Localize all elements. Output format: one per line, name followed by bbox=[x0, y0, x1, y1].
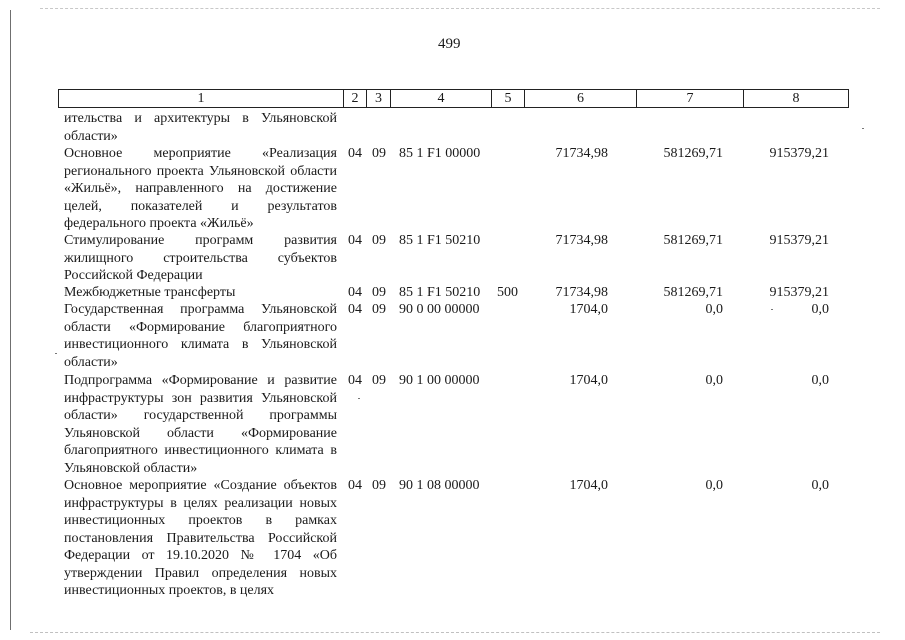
row-amount-col7: 581269,71 bbox=[663, 285, 723, 300]
column-8-header: 8 bbox=[792, 91, 800, 106]
page-left-edge bbox=[10, 10, 11, 630]
row-subsection-code: 09 bbox=[372, 478, 386, 493]
row-subsection-code: 09 bbox=[372, 373, 386, 388]
row-amount-col6: 1704,0 bbox=[569, 373, 608, 388]
row-amount-col8: 915379,21 bbox=[769, 233, 829, 248]
scan-speck bbox=[862, 128, 864, 129]
column-5-header: 5 bbox=[504, 91, 512, 106]
row-amount-col8: 0,0 bbox=[811, 478, 829, 493]
row-amount-col8: 915379,21 bbox=[769, 146, 829, 161]
scan-speck bbox=[771, 309, 773, 310]
row-subsection-code: 09 bbox=[372, 285, 386, 300]
row-target-code: 85 1 F1 00000 bbox=[399, 146, 481, 161]
column-4-header: 4 bbox=[437, 91, 445, 106]
row-target-code: 90 1 08 00000 bbox=[399, 478, 480, 493]
row-subsection-code: 09 bbox=[372, 302, 386, 317]
row-amount-col6: 71734,98 bbox=[555, 285, 608, 300]
row-description: Основное мероприятие «Реализация регионального проекта Ульяновской области «Жильё», направленного на достижение целей, показателей и результатов федерального проекта «Жильё» bbox=[64, 146, 337, 231]
row-subsection-code: 09 bbox=[372, 146, 386, 161]
row-target-code: 90 1 00 00000 bbox=[399, 373, 480, 388]
row-target-code: 85 1 F1 50210 bbox=[399, 285, 481, 300]
column-7-header: 7 bbox=[686, 91, 694, 106]
scan-speck bbox=[55, 353, 57, 354]
row-section-code: 04 bbox=[348, 146, 362, 161]
column-6-header: 6 bbox=[577, 91, 584, 106]
row-section-code: 04 bbox=[348, 373, 362, 388]
page-number: 499 bbox=[438, 36, 461, 52]
row-amount-col7: 0,0 bbox=[705, 373, 723, 388]
row-expense-type: 500 bbox=[497, 285, 518, 300]
row-amount-col6: 1704,0 bbox=[569, 302, 608, 317]
row-subsection-code: 09 bbox=[372, 233, 386, 248]
row-section-code: 04 bbox=[348, 233, 362, 248]
row-amount-col6: 1704,0 bbox=[569, 478, 608, 493]
column-1-header: 1 bbox=[197, 91, 205, 106]
column-2-header: 2 bbox=[351, 91, 359, 106]
row-amount-col8: 0,0 bbox=[811, 373, 829, 388]
scan-speck bbox=[358, 398, 360, 399]
row-description: Государственная программа Ульяновской области «Формирование благоприятного инвестиционного климата в Ульяновской области» bbox=[64, 302, 337, 370]
row-section-code: 04 bbox=[348, 285, 362, 300]
row-amount-col8: 0,0 bbox=[811, 302, 829, 317]
row-section-code: 04 bbox=[348, 302, 362, 317]
row-amount-col7: 581269,71 bbox=[663, 233, 723, 248]
row-amount-col6: 71734,98 bbox=[555, 146, 608, 161]
row-section-code: 04 bbox=[348, 478, 362, 493]
row-description: Основное мероприятие «Создание объектов инфраструктуры в целях реализации новых инвестиционных проектов в рамках постановления Правительства Российской Федерации от 19.10.2020 № 1704 «Об утверждении Правил определения новых инвестиционных проектов, в целях bbox=[64, 478, 337, 598]
row-target-code: 85 1 F1 50210 bbox=[399, 233, 481, 248]
row-description: Стимулирование программ развития жилищного строительства субъектов Российской Федерации bbox=[64, 233, 337, 283]
page-top-edge bbox=[40, 8, 880, 9]
row-amount-col7: 581269,71 bbox=[663, 146, 723, 161]
page-bottom-edge bbox=[30, 632, 880, 633]
row-amount-col7: 0,0 bbox=[705, 478, 723, 493]
row-target-code: 90 0 00 00000 bbox=[399, 302, 480, 317]
row-description: Межбюджетные трансферты bbox=[64, 285, 236, 300]
row-description: Подпрограмма «Формирование и развитие инфраструктуры зон развития Ульяновской области» государственной программы Ульяновской области «Формирование благоприятного инвестиционного климата в Ульяновской области» bbox=[64, 373, 337, 476]
row-amount-col7: 0,0 bbox=[705, 302, 723, 317]
row-amount-col8: 915379,21 bbox=[769, 285, 829, 300]
table-column-header bbox=[58, 89, 849, 108]
column-3-header: 3 bbox=[375, 91, 382, 106]
row-description: ительства и архитектуры в Ульяновской области» bbox=[64, 111, 337, 144]
row-amount-col6: 71734,98 bbox=[555, 233, 608, 248]
